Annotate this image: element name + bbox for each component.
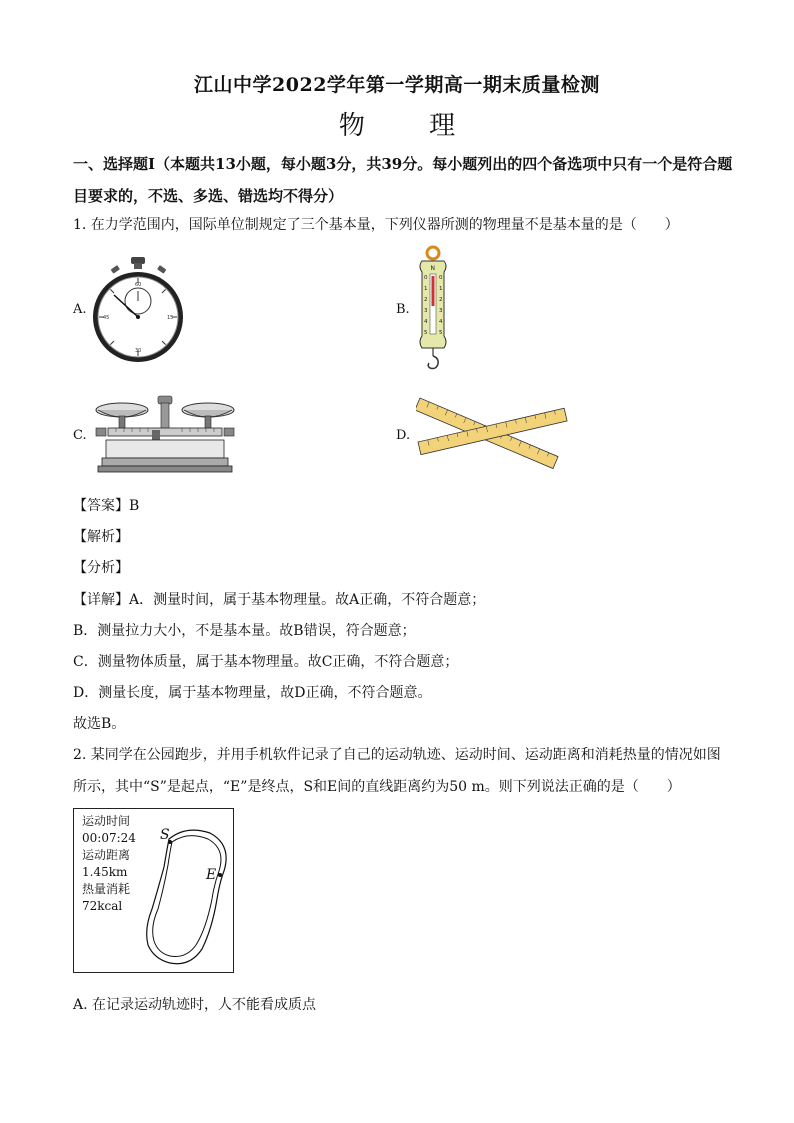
track-figure xyxy=(73,808,234,973)
svg-text:15: 15 xyxy=(167,315,174,321)
svg-text:0: 0 xyxy=(439,275,443,281)
analysis-sub-label: 【分析】 xyxy=(73,560,129,576)
detail-line-d: D．测量长度，属于基本物理量，故D正确，不符合题意。 xyxy=(73,685,432,701)
track-path xyxy=(74,809,235,974)
spring-scale-icon xyxy=(414,244,452,376)
option-a-label: A. xyxy=(73,302,87,317)
svg-text:4: 4 xyxy=(424,319,428,325)
end-marker: E xyxy=(206,867,217,883)
question-2-stem-line2: 所示，其中“S”是起点，“E”是终点，S和E间的直线距离约为50 m。则下列说法正确的是（ ） xyxy=(73,779,681,795)
svg-text:2: 2 xyxy=(439,297,443,303)
balance-icon xyxy=(92,392,238,478)
question-1-stem: 1. 在力学范围内，国际单位制规定了三个基本量，下列仪器所测的物理量不是基本量的是（ ） xyxy=(73,217,679,233)
answer-line: 【答案】B xyxy=(73,498,140,514)
svg-text:1: 1 xyxy=(424,286,428,292)
question-2-stem-line1: 2. 某同学在公园跑步，并用手机软件记录了自己的运动轨迹、运动时间、运动距离和消耗热量的情况如图 xyxy=(73,747,721,763)
option-b-label: B. xyxy=(396,302,410,317)
svg-text:5: 5 xyxy=(439,330,443,336)
svg-text:4: 4 xyxy=(439,319,443,325)
svg-text:5: 5 xyxy=(424,330,428,336)
detail-line-b: B．测量拉力大小，不是基本量。故B错误，符合题意； xyxy=(73,623,416,639)
svg-text:0: 0 xyxy=(424,275,428,281)
section-heading: 一、选择题I（本题共13小题，每小题3分，共39分。每小题列出的四个备选项中只有一个是符合题目要求的，不选、多选、错选均不得分） xyxy=(73,155,733,205)
rulers-icon xyxy=(416,392,568,482)
page-title: 江山中学2022学年第一学期高一期末质量检测 xyxy=(194,74,600,96)
stopwatch-icon xyxy=(92,255,184,367)
distance-label: 运动距离 xyxy=(82,848,131,862)
analysis-label: 【解析】 xyxy=(73,529,129,545)
svg-text:2: 2 xyxy=(424,297,428,303)
conclusion-line: 故选B。 xyxy=(73,716,126,732)
option-c-label: C. xyxy=(73,428,87,443)
svg-text:30: 30 xyxy=(135,348,142,354)
detail-line-a: 【详解】A．测量时间，属于基本物理量。故A正确，不符合题意； xyxy=(73,592,486,608)
calorie-value: 72kcal xyxy=(82,899,123,913)
spring-scale-unit: N xyxy=(430,265,435,272)
svg-text:1: 1 xyxy=(439,286,443,292)
option-d-label: D. xyxy=(396,428,411,443)
question-2-option-a: A. 在记录运动轨迹时，人不能看成质点 xyxy=(73,997,317,1013)
calorie-label: 热量消耗 xyxy=(82,882,131,896)
svg-text:3: 3 xyxy=(439,308,443,314)
subject-title: 物 理 xyxy=(338,111,484,141)
start-marker: S xyxy=(160,827,170,843)
svg-text:60: 60 xyxy=(135,282,142,288)
time-label: 运动时间 xyxy=(82,814,131,828)
distance-value: 1.45km xyxy=(82,865,128,879)
detail-line-c: C．测量物体质量，属于基本物理量。故C正确，不符合题意； xyxy=(73,654,459,670)
svg-text:45: 45 xyxy=(103,315,110,321)
svg-text:3: 3 xyxy=(424,308,428,314)
time-value: 00:07:24 xyxy=(82,831,136,845)
